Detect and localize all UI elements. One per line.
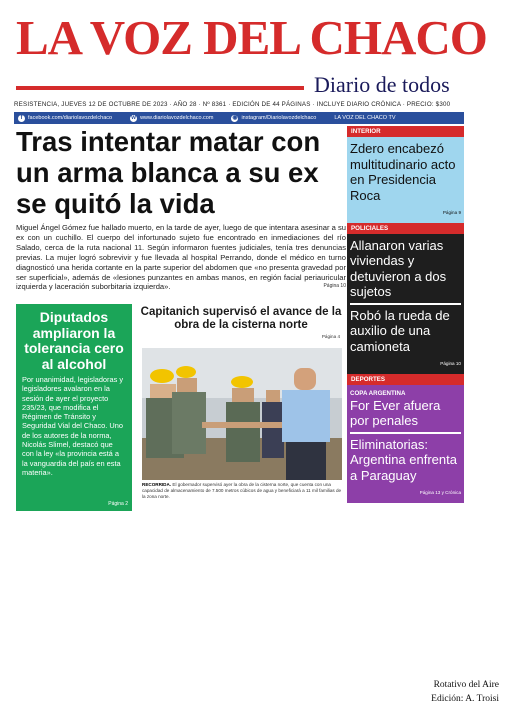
section-label-deportes: DEPORTES	[347, 374, 464, 385]
social-web[interactable]	[126, 115, 213, 122]
deportes-sublabel: COPA ARGENTINA	[350, 389, 406, 397]
caption-text: El gobernador supervisó ayer la obra de la cisterna norte, que cuenta con una capacidad de almacenamiento de 7.500 metros cúbicos de agua y beneficiará a 11 mil familias de la zona norte.	[142, 482, 342, 499]
photo-page-ref: Página 4	[321, 334, 340, 340]
deportes-stories	[347, 385, 464, 503]
facebook-icon: f	[18, 115, 25, 122]
masthead-rule	[16, 86, 304, 90]
sidebar	[347, 126, 464, 503]
main-headline: Tras intentar matar con un arma blanca a su ex se quitó la vida	[16, 126, 321, 219]
interior-story	[347, 137, 464, 223]
social-web-text: www.diariolavozdelchaco.com	[140, 115, 214, 121]
photo-caption	[142, 482, 342, 500]
deportes-headline-1: For Ever afuera por penales	[350, 397, 441, 428]
social-instagram[interactable]	[227, 115, 316, 122]
masthead	[14, 8, 487, 100]
interior-page-ref: Página 9	[442, 210, 461, 215]
policiales-headline-1: Allanaron varias viviendas y detuvieron a dos sujetos	[350, 237, 447, 299]
web-icon: w	[131, 114, 136, 121]
section-label-policiales: POLICIALES	[347, 223, 464, 234]
newspaper-front-page	[14, 8, 487, 518]
main-page-ref: Página 10	[323, 283, 346, 290]
photo-headline: Capitanich supervisó el avance de la obra de la cisterna norte	[140, 306, 342, 332]
credit-block	[431, 678, 499, 706]
interior-headline: Zdero encabezó multitudinario acto en Presidencia Roca	[350, 141, 456, 203]
main-lead-text: Miguel Ángel Gómez fue hallado muerto, en la tarde de ayer, luego de que intentara asesinar a su ex con un cuchillo. El cuerpo del infortunado sujeto fue encontrado en inmediaciones del río Salado, cerca de la ruta nacional 11. Según informaron fuentes judiciales, tenía tres denuncias previas. La mujer logró sobrevivir y fue llevada al hospital Perrando, donde el médico en turno diagnosticó una herida cortante en la parte superior del abdomen que «no presenta gravedad por ser superficial», además de «lesiones punzantes en ambas manos, en región facial periauricular izquierda y laceración suborbitaria izquierda».	[16, 223, 346, 292]
social-tv[interactable]	[330, 115, 395, 121]
credit-line-1: Rotativo del Aire	[433, 680, 499, 690]
policiales-stories	[347, 234, 464, 374]
policiales-headline-2: Robó la rueda de auxilio de una camioneta	[350, 307, 450, 354]
instagram-icon: ◉	[232, 114, 238, 121]
social-facebook[interactable]	[14, 115, 112, 122]
newspaper-subtitle: Diario de todos	[314, 72, 450, 97]
green-story-box	[16, 304, 132, 511]
news-photo	[142, 348, 342, 480]
credit-line-2: Edición: A. Troisi	[431, 694, 499, 704]
green-body: Por unanimidad, legisladoras y legisladores avalaron en la sesión de ayer el proyecto 235/23, que modifica el Régimen de Tránsito y Seguridad Vial del Chaco. Uno de los autores de la norma, Nicolás Slimel, destacó que con la ley «la provincia está a la vanguardia del país en esta materia».	[22, 375, 124, 477]
main-lead	[16, 223, 346, 292]
green-headline: Diputados ampliaron la tolerancia cero al alcohol	[24, 309, 124, 372]
deportes-page-ref: Página 13 y Crónica	[419, 490, 461, 495]
social-bar	[14, 112, 464, 124]
photo-story	[136, 304, 346, 511]
deportes-divider	[350, 432, 461, 434]
green-page-ref: Página 2	[108, 501, 128, 507]
social-facebook-text: facebook.com/diariolavozdelchaco	[28, 115, 113, 121]
policiales-divider	[350, 303, 461, 305]
caption-lead: RECORRIDA.	[142, 482, 172, 487]
social-instagram-text: instagram/Diariolavozdelchaco	[241, 115, 317, 121]
policiales-page-ref: Página 10	[440, 361, 461, 366]
dateline: RESISTENCIA, JUEVES 12 DE OCTUBRE DE 2023 · AÑO 28 · Nº 8361 · EDICIÓN DE 44 PÁGINAS · INCLUYE DIARIO CRÓNICA · PRECIO: $300	[14, 101, 451, 108]
section-label-interior: INTERIOR	[347, 126, 464, 137]
deportes-headline-2: Eliminatorias: Argentina enfrenta a Paraguay	[350, 436, 457, 483]
newspaper-title: LA VOZ DEL CHACO	[16, 10, 487, 65]
social-tv-text: LA VOZ DEL CHACO TV	[334, 115, 396, 121]
